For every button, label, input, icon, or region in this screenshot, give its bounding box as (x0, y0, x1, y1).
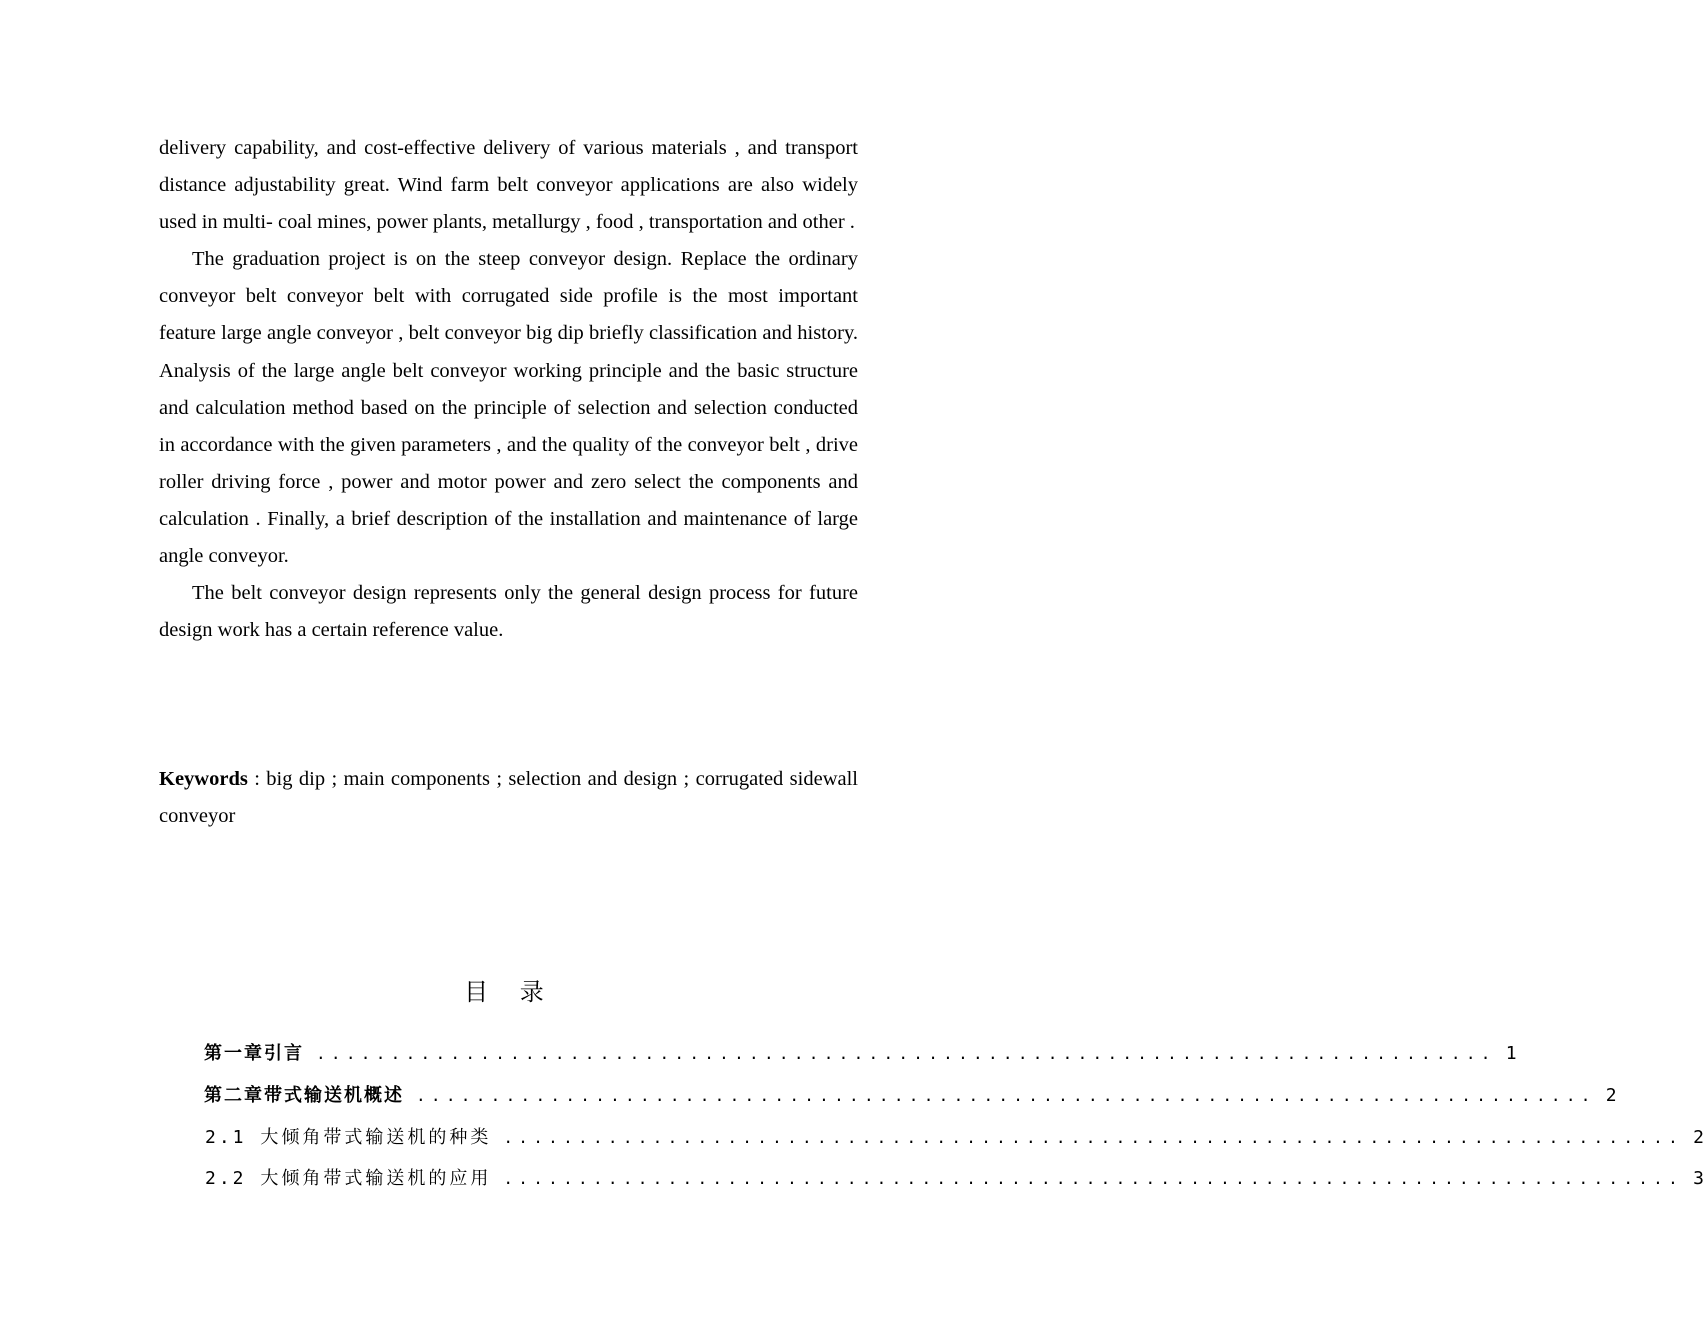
toc-leader-dots: ............................................................................... (503, 1169, 1684, 1188)
toc-leader-dots: ............................................................................... (503, 1128, 1684, 1147)
toc-leader-dots: ............................................................................... (416, 1086, 1596, 1105)
abstract-paragraph-3: The belt conveyor design represents only the general design process for future design work has a certain reference value. (159, 582, 858, 642)
toc-entry-page: 3 (1693, 1168, 1704, 1189)
abstract-body (159, 130, 858, 649)
abstract-paragraph-1: delivery capability, and cost-effective delivery of various materials , and transport distance adjustability great. Wind farm belt conveyor applications are also widely used in multi- coal mines, power plants, metallurgy , food , transportation and other . (159, 137, 858, 234)
toc-leader-dots: ............................................................................... (316, 1044, 1496, 1063)
toc-entry-section-2-1[interactable] (205, 1125, 1704, 1151)
keywords-line (159, 761, 858, 835)
toc-entry-label: 2.1 大倾角带式输送机的种类 (205, 1127, 492, 1148)
toc-entry-label: 第二章带式输送机概述 (204, 1085, 404, 1106)
toc-entry-chapter-2[interactable] (204, 1083, 1617, 1109)
keywords-label: Keywords (159, 768, 248, 790)
abstract-paragraph-2: The graduation project is on the steep conveyor design. Replace the ordinary conveyor belt conveyor belt with corrugated side profile is the most important feature large angle conveyor , belt conveyor big dip briefly classification and history. Analysis of the large angle belt conveyor working principle and the basic structure and calculation method based on the principle of selection and selection conducted in accordance with the given parameters , and the quality of the conveyor belt , drive roller driving force , power and motor power and zero select the components and calculation . Finally, a brief description of the installation and maintenance of large angle conveyor. (159, 248, 858, 568)
toc-entry-page: 2 (1605, 1085, 1617, 1106)
toc-entry-section-2-2[interactable] (205, 1166, 1704, 1192)
toc-title: 目 录 (464, 978, 556, 1006)
toc-entry-page: 2 (1693, 1127, 1704, 1148)
toc-entry-label: 2.2 大倾角带式输送机的应用 (205, 1168, 492, 1189)
toc-entry-chapter-1[interactable] (204, 1041, 1517, 1067)
toc-entry-page: 1 (1505, 1043, 1517, 1064)
keywords-text: : big dip ; main components ; selection and design ; corrugated sidewall conveyor (159, 768, 858, 828)
toc-entry-label: 第一章引言 (204, 1043, 304, 1064)
